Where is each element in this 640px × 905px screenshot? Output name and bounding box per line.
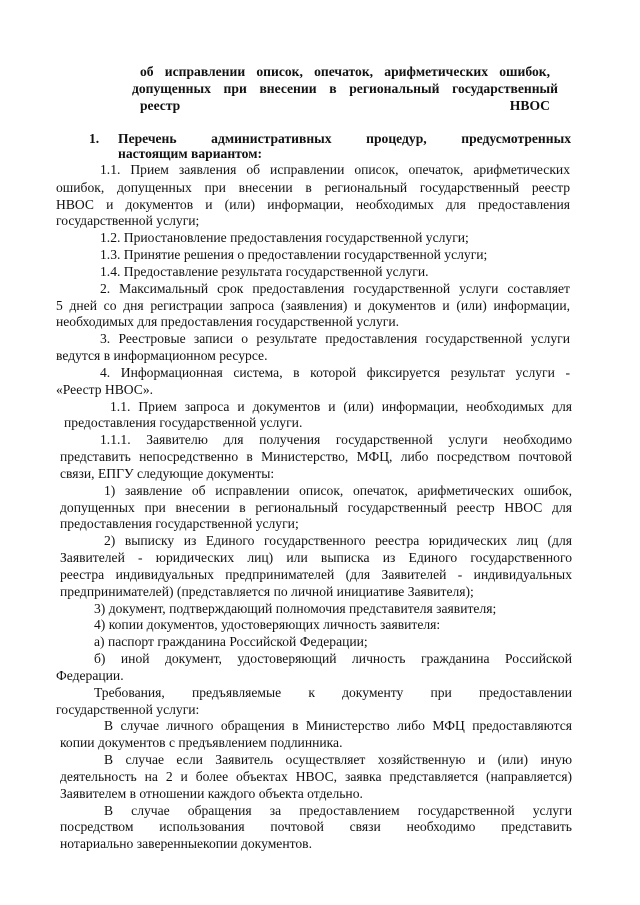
heading-word: Перечень	[118, 131, 177, 146]
body-line: В случае если Заявитель осуществляет хозяйственную и (или) иную	[104, 752, 572, 767]
body-line: 2) выписку из Единого государственного реестра юридических лиц (для	[104, 533, 572, 548]
heading-word: процедур,	[366, 131, 427, 146]
body-line: 5 дней со дня регистрации запроса (заявления) и документов и (или) информации,	[56, 298, 570, 313]
body-line: предоставления государственной услуги;	[60, 516, 299, 531]
body-line: связи, ЕПГУ следующие документы:	[60, 466, 275, 481]
body-line: ведутся в информационном ресурсе.	[56, 348, 268, 363]
body-line: 4) копии документов, удостоверяющих личность заявителя:	[94, 617, 441, 632]
body-line: В случае личного обращения в Министерство либо МФЦ предоставляются	[104, 718, 572, 733]
section-heading-line-2: настоящим вариантом:	[118, 146, 263, 161]
body-line: 1) заявление об исправлении описок, опечаток, арифметических ошибок,	[104, 483, 572, 498]
body-line: нотариально заверенныекопии документов.	[60, 836, 312, 851]
body-line: деятельность на 2 и более объектах НВОС, заявка представляется (направляется)	[60, 769, 572, 784]
section-number: 1.	[89, 131, 100, 146]
body-line: Требования, предъявляемые к документу при предоставлении	[94, 685, 572, 700]
body-line: представить непосредственно в Министерство, МФЦ, либо посредством почтовой	[60, 449, 572, 464]
body-line: ошибок, допущенных при внесении в региональный государственный реестр	[56, 180, 570, 195]
body-line: 1.1.1. Заявителю для получения государственной услуги необходимо	[100, 432, 572, 447]
body-line: реестра индивидуальных предпринимателей (для Заявителей - индивидуальных	[60, 567, 572, 582]
section-heading-line-1	[118, 131, 571, 147]
body-line: 1.1. Прием запроса и документов и (или) информации, необходимых для	[110, 399, 572, 414]
body-line: 1.1. Прием заявления об исправлении описок, опечаток, арифметических	[100, 162, 570, 177]
body-line: а) паспорт гражданина Российской Федерации;	[94, 634, 368, 649]
body-line: Заявителем в отношении каждого объекта отдельно.	[60, 786, 363, 801]
body-line: государственной услуги;	[56, 213, 200, 228]
doc-title-line-1: об исправлении описок, опечаток, арифметических ошибок,	[140, 64, 550, 79]
doc-title-line-3: реестр НВОС	[140, 98, 550, 113]
body-line: посредством использования почтовой связи необходимо представить	[60, 819, 572, 834]
body-line: НВОС и документов и (или) информации, необходимых для предоставления	[56, 197, 570, 212]
body-line: государственной услуги:	[56, 702, 200, 717]
body-line: допущенных при внесении в региональный государственный реестр НВОС для	[60, 500, 572, 515]
body-line: 1.3. Принятие решения о предоставлении государственной услуги;	[100, 247, 488, 262]
heading-word: предусмотренных	[461, 131, 571, 146]
body-line: В случае обращения за предоставлением государственной услуги	[104, 803, 572, 818]
heading-word: административных	[211, 131, 332, 146]
body-line: 3) документ, подтверждающий полномочия представителя заявителя;	[94, 601, 497, 616]
body-line: б) иной документ, удостоверяющий личность гражданина Российской	[94, 651, 572, 666]
body-line: 4. Информационная система, в которой фиксируется результат услуги -	[100, 365, 570, 380]
body-line: Заявителей - юридических лиц) или выписка из Единого государственного	[60, 550, 572, 565]
body-line: 1.2. Приостановление предоставления государственной услуги;	[100, 230, 469, 245]
body-line: 2. Максимальный срок предоставления государственной услуги составляет	[100, 281, 570, 296]
body-line: необходимых для предоставления государственной услуги.	[56, 314, 400, 329]
body-line: 1.4. Предоставление результата государственной услуги.	[100, 264, 429, 279]
body-line: Федерации.	[56, 668, 124, 683]
body-line: копии документов с предъявлением подлинника.	[60, 735, 343, 750]
body-line: предоставления государственной услуги.	[64, 415, 303, 430]
doc-title-line-2: допущенных при внесении в региональный государственный	[132, 81, 558, 96]
body-line: 3. Реестровые записи о результате предоставления государственной услуги	[100, 331, 570, 346]
body-line: предпринимателей) (представляется по личной инициативе Заявителя);	[60, 584, 474, 599]
body-line: «Реестр НВОС».	[56, 382, 154, 397]
